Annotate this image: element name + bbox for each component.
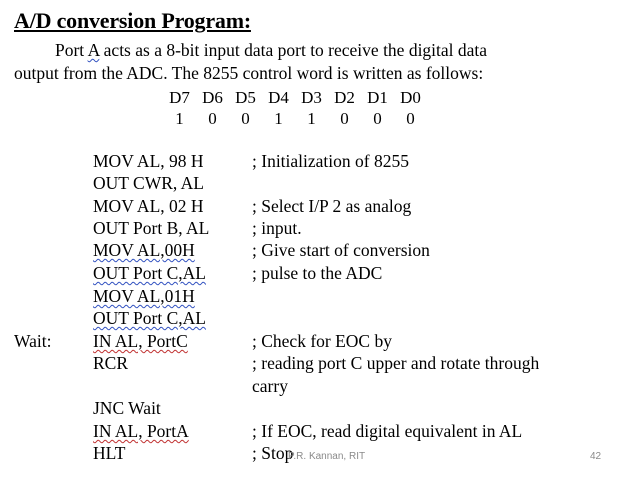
instr-line-14: HLT [93,443,126,463]
wait-label: Wait: [14,331,52,351]
bit-value: 0 [373,109,382,128]
bit-name: D4 [268,88,289,107]
instr-line-7: MOV AL,01H [93,286,195,306]
intro-line-1-pre: Port [55,40,88,60]
bit-name: D5 [235,88,256,107]
bit-value: 0 [208,109,217,128]
bit-name: D6 [202,88,223,107]
comment-line-1: ; Initialization of 8255 [252,151,409,171]
bit-name: D0 [400,88,421,107]
footer-page-number: 42 [590,451,602,462]
instr-line-12: JNC Wait [93,398,161,418]
intro-line-2: output from the ADC. The 8255 control word is written as follows: [14,63,484,83]
instr-line-9: IN AL, PortC [93,331,188,351]
comment-line-14: ; Stop [252,443,294,463]
comment-line-6: ; pulse to the ADC [252,263,383,283]
instr-line-1: MOV AL, 98 H [93,151,204,171]
bit-value: 1 [307,109,316,128]
bit-value: 0 [241,109,250,128]
bit-value: 0 [340,109,349,128]
instr-line-8: OUT Port C,AL [93,308,206,328]
comment-line-4: ; input. [252,218,302,238]
comment-line-3: ; Select I/P 2 as analog [252,196,412,216]
control-word-bit-values [163,109,427,129]
slide-title: A/D conversion Program: [14,8,251,33]
comment-line-5: ; Give start of conversion [252,240,430,260]
bit-name: D2 [334,88,355,107]
comment-line-13: ; If EOC, read digital equivalent in AL [252,421,523,441]
comment-line-9: ; Check for EOC by [252,331,392,351]
bit-name: D3 [301,88,322,107]
bit-name: D1 [367,88,388,107]
bit-value: 1 [175,109,184,128]
intro-line-1 [55,40,487,61]
footer-author: P.R. Kannan, RIT [288,451,366,462]
intro-line-1-post: acts as a 8-bit input data port to receive the digital data [99,40,488,60]
bit-value: 1 [274,109,283,128]
comment-line-11: carry [252,376,288,396]
bit-name: D7 [169,88,190,107]
control-word-bit-names [163,88,427,108]
comment-line-10: ; reading port C upper and rotate through [252,353,540,373]
instr-line-2: OUT CWR, AL [93,173,204,193]
bit-value: 0 [406,109,415,128]
intro-port-a: A [87,40,100,60]
instr-line-5: MOV AL,00H [93,240,195,260]
instr-line-3: MOV AL, 02 H [93,196,204,216]
instr-line-4: OUT Port B, AL [93,218,210,238]
instr-line-6: OUT Port C,AL [93,263,206,283]
instr-line-10: RCR [93,353,129,373]
instr-line-13: IN AL, PortA [93,421,189,441]
